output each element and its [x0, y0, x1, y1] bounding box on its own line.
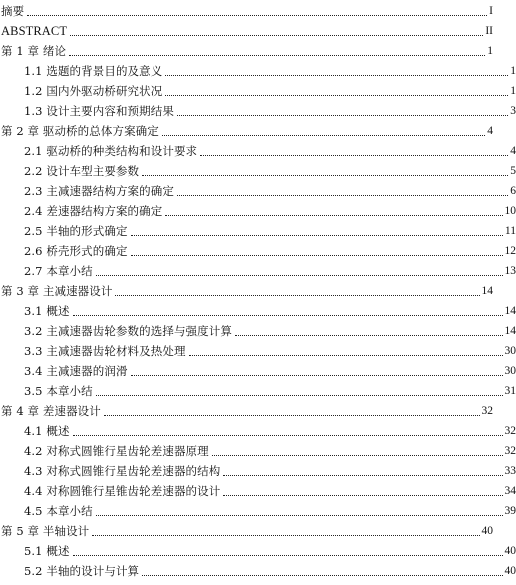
toc-entry-page: 4: [487, 125, 493, 137]
toc-entry-chapter-5[interactable]: [0, 520, 493, 540]
dot-leader: [69, 55, 485, 56]
toc-entry-section-3-5[interactable]: [0, 380, 516, 400]
toc-entry-page: 32: [504, 425, 516, 437]
toc-entry-page: I: [489, 5, 493, 17]
toc-entry-page: 40: [504, 565, 516, 577]
toc-entry-page: 11: [504, 225, 516, 237]
toc-entry-page: 1: [510, 85, 516, 97]
toc-entry-section-2-6[interactable]: [0, 240, 516, 260]
toc-entry-title: 1.1 选题的背景目的及意义: [24, 64, 163, 78]
toc-entry-section-2-3[interactable]: [0, 180, 516, 200]
dot-leader: [212, 455, 503, 456]
toc-entry-page: 5: [510, 165, 516, 177]
toc-entry-chapter-2[interactable]: [0, 120, 493, 140]
toc-entry-page: 13: [504, 265, 516, 277]
toc-entry-page: 14: [504, 305, 516, 317]
toc-entry-page: 32: [481, 405, 493, 417]
toc-entry-title: 2.2 设计车型主要参数: [24, 164, 140, 178]
toc-entry-page: 32: [504, 445, 516, 457]
toc-entry-page: 31: [504, 385, 516, 397]
toc-entry-page: 3: [510, 105, 516, 117]
toc-entry-title: ABSTRACT: [1, 24, 68, 38]
toc-entry-section-2-4[interactable]: [0, 200, 516, 220]
toc-entry-section-3-1[interactable]: [0, 300, 516, 320]
dot-leader: [115, 295, 479, 296]
toc-entry-page: 1: [510, 65, 516, 77]
dot-leader: [73, 555, 503, 556]
toc-entry-page: II: [485, 25, 493, 37]
toc-entry-section-2-2[interactable]: [0, 160, 516, 180]
toc-entry-title: 3.1 概述: [24, 304, 70, 318]
dot-leader: [235, 335, 503, 336]
toc-entry-section-3-2[interactable]: [0, 320, 516, 340]
dot-leader: [96, 515, 503, 516]
toc-entry-title: 2.4 差速器结构方案的确定: [24, 204, 163, 218]
toc-entry-section-4-3[interactable]: [0, 460, 516, 480]
toc-entry-title: 3.2 主减速器齿轮参数的选择与强度计算: [24, 324, 232, 338]
dot-leader: [177, 115, 508, 116]
toc-entry-page: 14: [504, 325, 516, 337]
toc-entry-section-4-1[interactable]: [0, 420, 516, 440]
dot-leader: [223, 495, 502, 496]
toc-entry-abstract-cn[interactable]: [0, 0, 493, 20]
dot-leader: [131, 375, 503, 376]
toc-entry-title: 第 2 章 驱动桥的总体方案确定: [1, 124, 159, 138]
toc-entry-title: 摘要: [1, 4, 25, 18]
dot-leader: [165, 215, 502, 216]
toc-entry-title: 3.4 主减速器的润滑: [24, 364, 128, 378]
toc-entry-title: 第 4 章 差速器设计: [1, 404, 101, 418]
toc-entry-title: 5.1 概述: [24, 544, 70, 558]
dot-leader: [162, 135, 485, 136]
dot-leader: [96, 395, 503, 396]
toc-entry-page: 39: [504, 505, 516, 517]
toc-entry-title: 第 5 章 半轴设计: [1, 524, 90, 538]
toc-entry-section-4-2[interactable]: [0, 440, 516, 460]
toc-entry-title: 2.5 半轴的形式确定: [24, 224, 128, 238]
toc-entry-section-2-7[interactable]: [0, 260, 516, 280]
dot-leader: [177, 195, 508, 196]
toc-entry-section-1-2[interactable]: [0, 80, 516, 100]
dot-leader: [92, 535, 479, 536]
toc-entry-page: 10: [504, 205, 516, 217]
dot-leader: [104, 415, 480, 416]
toc-entry-title: 2.3 主减速器结构方案的确定: [24, 184, 174, 198]
toc-entry-title: 1.3 设计主要内容和预期结果: [24, 104, 174, 118]
toc-entry-section-3-4[interactable]: [0, 360, 516, 380]
toc-entry-page: 33: [504, 465, 516, 477]
toc-entry-page: 34: [504, 485, 516, 497]
toc-entry-title: 4.1 概述: [24, 424, 70, 438]
toc-entry-page: 30: [504, 345, 516, 357]
toc-entry-title: 2.7 本章小结: [24, 264, 93, 278]
dot-leader: [165, 95, 508, 96]
toc-entry-section-1-1[interactable]: [0, 60, 516, 80]
toc-entry-section-5-2[interactable]: [0, 560, 516, 580]
toc-entry-title: 1.2 国内外驱动桥研究状况: [24, 84, 163, 98]
toc-entry-section-4-4[interactable]: [0, 480, 516, 500]
dot-leader: [131, 255, 503, 256]
toc-entry-title: 2.1 驱动桥的种类结构和设计要求: [24, 144, 198, 158]
toc-entry-section-3-3[interactable]: [0, 340, 516, 360]
toc-entry-section-2-1[interactable]: [0, 140, 516, 160]
dot-leader: [223, 475, 502, 476]
toc-entry-section-5-1[interactable]: [0, 540, 516, 560]
toc-entry-title: 4.3 对称式圆锥行星齿轮差速器的结构: [24, 464, 221, 478]
toc-entry-title: 5.2 半轴的设计与计算: [24, 564, 140, 578]
toc-entry-section-4-5[interactable]: [0, 500, 516, 520]
toc-entry-title: 第 3 章 主减速器设计: [1, 284, 113, 298]
dot-leader: [96, 275, 503, 276]
dot-leader: [165, 75, 508, 76]
dot-leader: [200, 155, 508, 156]
toc-entry-page: 4: [510, 145, 516, 157]
toc-entry-section-2-5[interactable]: [0, 220, 516, 240]
toc-entry-section-1-3[interactable]: [0, 100, 516, 120]
dot-leader: [189, 355, 503, 356]
toc-entry-abstract-en[interactable]: [0, 20, 493, 40]
toc-entry-title: 4.5 本章小结: [24, 504, 93, 518]
toc-entry-title: 4.4 对称圆锥行星锥齿轮差速器的设计: [24, 484, 221, 498]
dot-leader: [142, 575, 502, 576]
dot-leader: [142, 175, 508, 176]
dot-leader: [70, 35, 483, 36]
dot-leader: [73, 315, 503, 316]
toc-entry-page: 1: [487, 45, 493, 57]
toc-entry-page: 40: [481, 525, 493, 537]
toc-entry-title: 2.6 桥壳形式的确定: [24, 244, 128, 258]
dot-leader: [27, 15, 487, 16]
toc-entry-page: 40: [504, 545, 516, 557]
toc-entry-title: 第 1 章 绪论: [1, 44, 67, 58]
dot-leader: [131, 235, 503, 236]
toc-entry-chapter-1[interactable]: [0, 40, 493, 60]
toc-entry-page: 14: [481, 285, 493, 297]
toc-entry-title: 3.5 本章小结: [24, 384, 93, 398]
toc-entry-title: 4.2 对称式圆锥行星齿轮差速器原理: [24, 444, 209, 458]
toc-entry-page: 6: [510, 185, 516, 197]
dot-leader: [73, 435, 503, 436]
toc-entry-page: 30: [504, 365, 516, 377]
toc-entry-page: 12: [504, 245, 516, 257]
toc-entry-chapter-3[interactable]: [0, 280, 493, 300]
toc-entry-chapter-4[interactable]: [0, 400, 493, 420]
toc-entry-title: 3.3 主减速器齿轮材料及热处理: [24, 344, 186, 358]
